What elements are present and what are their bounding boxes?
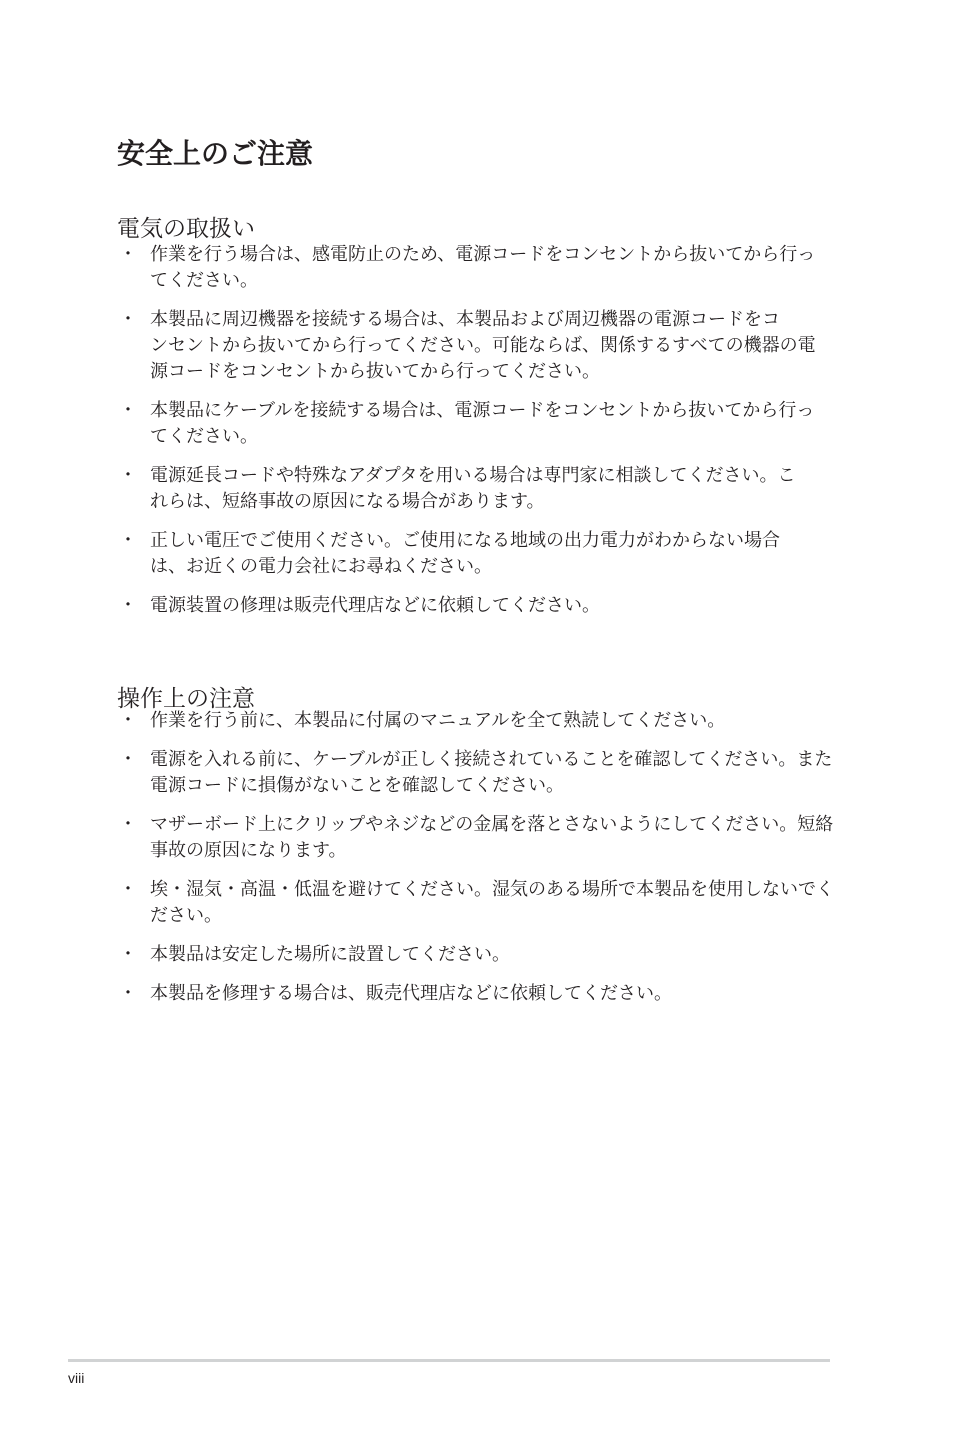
item-text [150,942,837,968]
bullet-item [117,593,837,619]
item-text [150,307,837,385]
bullet-marker: ・ [119,400,137,421]
item-line: 正しい電圧でご使用ください。ご使用になる地域の出力電力がわからない場合 [150,530,780,551]
bullet-item [117,307,837,385]
item-line: 電源延長コードや特殊なアダプタを用いる場合は専門家に相談してください。こ [150,465,796,486]
bullet-item [117,877,837,929]
bullet-marker: ・ [119,530,137,551]
bullet-marker: ・ [119,244,137,265]
item-text [150,708,837,734]
item-text [150,528,837,580]
bullet-marker: ・ [119,309,137,330]
page-number: viii [68,1370,85,1386]
bullet-marker: ・ [119,983,137,1004]
item-text [150,593,837,619]
item-line: ンセントから抜いてから行ってください。可能ならば、関係するすべての機器の電 [150,335,816,356]
item-line: 源コードをコンセントから抜いてから行ってください。 [150,361,600,382]
footer-rule [68,1359,830,1362]
bullet-item [117,981,837,1007]
item-text [150,747,837,799]
item-text [150,812,837,864]
bullet-item [117,463,837,515]
item-line: 本製品を修理する場合は、販売代理店などに依頼してください。 [150,983,672,1004]
bullet-marker: ・ [119,814,137,835]
item-line: は、お近くの電力会社にお尋ねください。 [150,556,492,577]
item-line: 作業を行う前に、本製品に付属のマニュアルを全て熟読してください。 [150,710,726,731]
item-line: 本製品に周辺機器を接続する場合は、本製品および周辺機器の電源コードをコ [150,309,780,330]
bullet-list-electric [117,242,837,619]
bullet-marker: ・ [119,710,137,731]
item-line: 事故の原因になります。 [150,840,347,861]
bullet-item [117,942,837,968]
item-text [150,463,837,515]
item-line: 本製品は安定した場所に設置してください。 [150,944,510,965]
bullet-marker: ・ [119,944,137,965]
item-line: てください。 [150,426,258,447]
item-text [150,398,837,450]
bullet-item [117,528,837,580]
item-line: れらは、短絡事故の原因になる場合があります。 [150,491,545,512]
bullet-marker: ・ [119,879,137,900]
section-heading-electric: 電気の取扱い [117,216,255,243]
item-line: 作業を行う場合は、感電防止のため、電源コードをコンセントから抜いてから行っ [150,244,816,265]
item-line: 電源を入れる前に、ケーブルが正しく接続されていることを確認してください。また [150,749,833,770]
item-text [150,981,837,1007]
item-text [150,877,837,929]
item-line: マザーボード上にクリップやネジなどの金属を落とさないようにしてください。短絡 [150,814,834,835]
page-title: 安全上のご注意 [117,136,314,170]
bullet-item [117,398,837,450]
bullet-marker: ・ [119,465,137,486]
bullet-item [117,708,837,734]
item-line: てください。 [150,270,258,291]
item-line: 電源装置の修理は販売代理店などに依頼してください。 [150,595,600,616]
item-line: 本製品にケーブルを接続する場合は、電源コードをコンセントから抜いてから行っ [150,400,815,421]
item-line: 電源コードに損傷がないことを確認してください。 [150,775,564,796]
bullet-item [117,242,837,294]
item-line: 埃・湿気・高温・低温を避けてください。湿気のある場所で本製品を使用しないでく [150,879,834,900]
bullet-item [117,747,837,799]
item-line: ださい。 [150,905,222,926]
bullet-marker: ・ [119,595,137,616]
item-text [150,242,837,294]
bullet-marker: ・ [119,749,137,770]
bullet-item [117,812,837,864]
bullet-list-operation [117,708,837,1007]
section-heading-operation: 操作上の注意 [117,686,255,713]
